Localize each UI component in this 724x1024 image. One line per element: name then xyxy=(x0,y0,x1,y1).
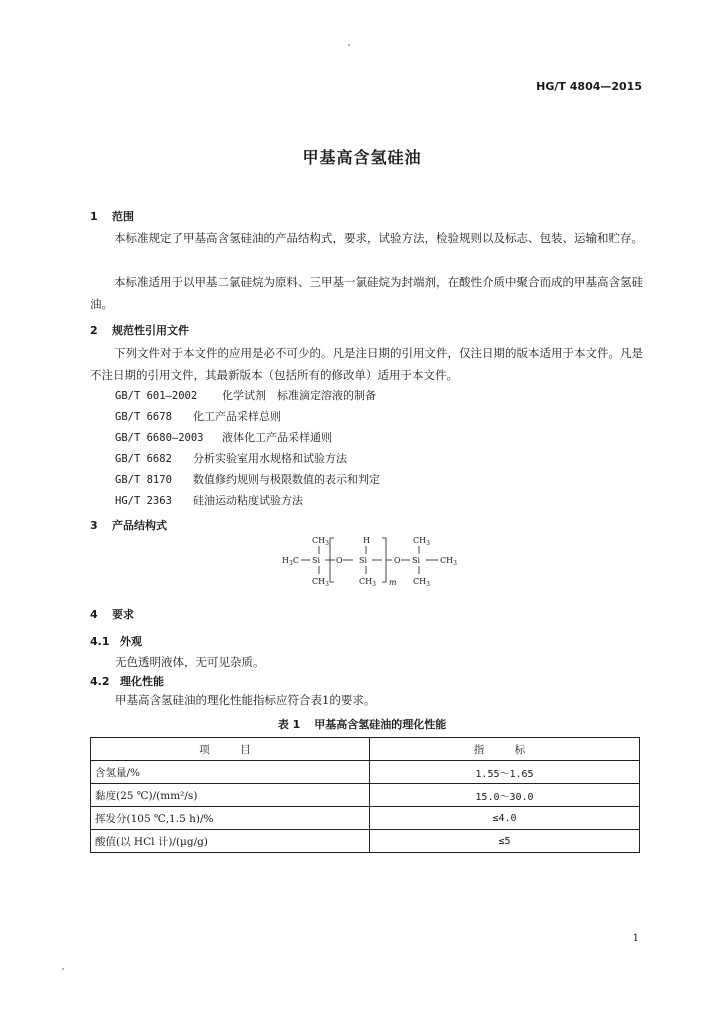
column-header-index: 指 标 xyxy=(370,738,640,761)
repeat-index: m xyxy=(389,578,397,587)
references-intro: 下列文件对于本文件的应用是必不可少的。凡是注日期的引用文件，仅注日期的版本适用于本文件。凡是不注日期的引用文件，其最新版本（包括所有的修改单）适用于本文件。 xyxy=(90,346,643,382)
reference-item xyxy=(115,387,376,403)
section-heading-scope xyxy=(90,208,134,224)
subsection-title: 外观 xyxy=(120,635,142,648)
table-cell-value: ≤4.0 xyxy=(370,807,640,830)
section-title: 产品结构式 xyxy=(112,519,167,532)
standard-number: HG/T 4804—2015 xyxy=(536,80,642,93)
table-caption xyxy=(0,716,724,732)
oxygen-atom: O xyxy=(394,556,401,565)
document-title: 甲基高含氢硅油 xyxy=(302,148,422,167)
scan-speck xyxy=(348,44,350,46)
reference-item xyxy=(115,450,347,466)
section-number: 4 xyxy=(90,608,98,621)
section-number: 2 xyxy=(90,324,98,337)
table-title: 甲基高含氢硅油的理化性能 xyxy=(314,718,447,731)
silicon-atom: Si xyxy=(412,556,421,565)
methyl-group: $CH_3$ xyxy=(312,536,329,547)
table-cell-value: ≤5 xyxy=(370,830,640,853)
silicon-atom: Si xyxy=(312,556,321,565)
reference-name: 数值修约规则与极限数值的表示和判定 xyxy=(193,473,380,486)
table-row xyxy=(91,807,640,830)
reference-code: GB/T 601—2002 xyxy=(115,390,198,402)
table-row xyxy=(91,830,640,853)
bracket-right xyxy=(382,538,386,582)
table-label: 表 1 xyxy=(277,718,301,731)
reference-name: 化学试剂 标准滴定溶液的制备 xyxy=(222,389,376,402)
oxygen-atom: O xyxy=(336,556,343,565)
section-heading-requirements xyxy=(90,606,134,622)
methyl-group: $H_3C$ xyxy=(282,556,299,567)
reference-name: 化工产品采样总则 xyxy=(193,410,281,423)
section-title: 规范性引用文件 xyxy=(112,324,189,337)
methyl-group: $CH_3$ xyxy=(359,577,376,588)
subsection-number: 4.1 xyxy=(90,635,110,648)
section-number: 1 xyxy=(90,210,98,223)
table-cell-item: 挥发分(105 ℃,1.5 h)/% xyxy=(91,807,370,830)
table-cell-item: 含氢量/% xyxy=(91,761,370,784)
properties-table xyxy=(90,737,640,853)
table-row xyxy=(91,784,640,807)
table-cell-value: 1.55～1.65 xyxy=(370,761,640,784)
section-heading-structure xyxy=(90,517,167,533)
subsection-title: 理化性能 xyxy=(120,675,164,688)
table-header-row xyxy=(91,738,640,761)
reference-item xyxy=(115,429,332,445)
page-number: 1 xyxy=(632,933,639,944)
table-cell-item: 酸值(以 HCl 计)/(μg/g) xyxy=(91,830,370,853)
reference-code: GB/T 8170 xyxy=(115,474,172,486)
subsection-number: 4.2 xyxy=(90,675,110,688)
methyl-group: $CH_3$ xyxy=(440,556,457,567)
reference-item xyxy=(115,492,303,508)
reference-name: 分析实验室用水规格和试验方法 xyxy=(193,452,347,465)
reference-item xyxy=(115,408,281,424)
reference-item xyxy=(115,471,380,487)
physchem-text: 甲基高含氢硅油的理化性能指标应符合表1的要求。 xyxy=(115,693,376,707)
reference-code: HG/T 2363 xyxy=(115,495,172,507)
section-number: 3 xyxy=(90,519,98,532)
section-title: 要求 xyxy=(112,608,134,621)
reference-code: GB/T 6682 xyxy=(115,453,172,465)
scope-paragraph-1: 本标准规定了甲基高含氢硅油的产品结构式，要求，试验方法，检验规则以及标志、包装、运输和贮存。 xyxy=(114,231,643,245)
reference-code: GB/T 6680—2003 xyxy=(115,432,204,444)
reference-name: 硅油运动粘度试验方法 xyxy=(193,494,303,507)
table-cell-value: 15.0～30.0 xyxy=(370,784,640,807)
reference-code: GB/T 6678 xyxy=(115,411,172,423)
reference-name: 液体化工产品采样通则 xyxy=(222,431,332,444)
silicon-atom: Si xyxy=(359,556,368,565)
section-title: 范围 xyxy=(112,210,134,223)
hydrogen-atom: H xyxy=(363,536,370,545)
table-cell-item: 黏度(25 ℃)/(mm²/s) xyxy=(91,784,370,807)
column-header-item: 项 目 xyxy=(91,738,370,761)
appearance-text: 无色透明液体，无可见杂质。 xyxy=(115,655,265,669)
subsection-heading-appearance xyxy=(90,633,142,649)
structural-formula xyxy=(278,532,478,588)
methyl-group: $CH_3$ xyxy=(413,536,430,547)
scope-paragraph-2: 本标准适用于以甲基二氯硅烷为原料、三甲基一氯硅烷为封端剂，在酸性介质中聚合而成的甲基高含氢硅油。 xyxy=(90,275,643,311)
section-heading-references xyxy=(90,322,189,338)
methyl-group: $CH_3$ xyxy=(312,577,329,588)
methyl-group: $CH_3$ xyxy=(413,577,430,588)
scan-speck xyxy=(62,968,64,970)
table-row xyxy=(91,761,640,784)
subsection-heading-physchem xyxy=(90,673,164,689)
